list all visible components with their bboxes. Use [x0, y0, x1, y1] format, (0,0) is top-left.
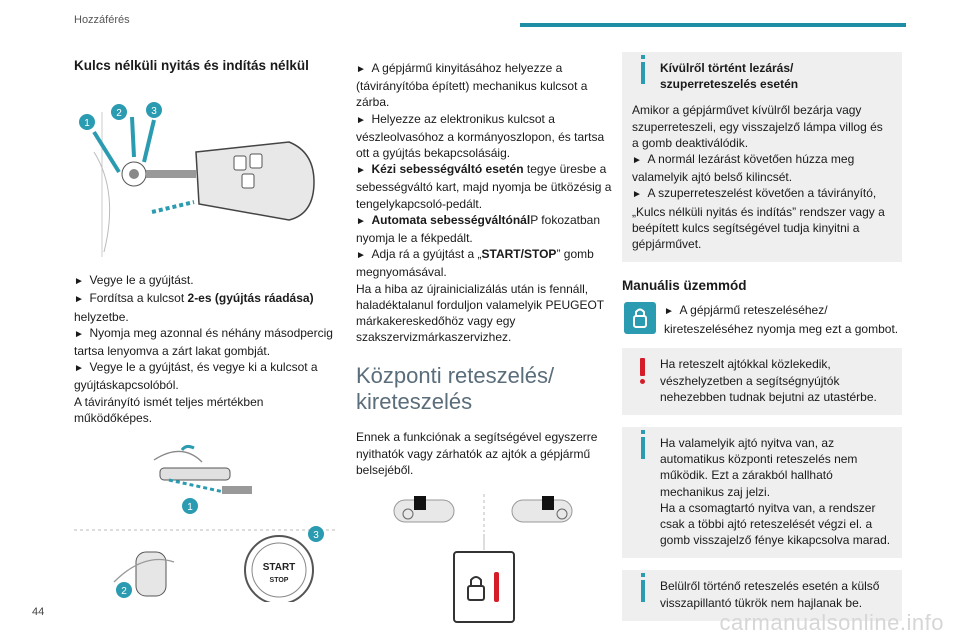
info-icon [636, 437, 650, 459]
step-auto-gearbox [356, 212, 612, 246]
manual-mode-text: ► A gépjármű reteszeléséhez/ kireteszeléséhez nyomja meg ezt a gombot. [622, 302, 902, 336]
info-icon [636, 62, 650, 84]
door-open-text: Ha valamelyik ajtó nyitva van, az automatikus központi reteszelés nem működik. Ezt a zárakból hallható mechanikus zaj jelzi. [660, 436, 858, 499]
step-press-lock: ► Nyomja meg azonnal és néhány másodpercig tartsa lenyomva a zárt lakat gombját. [74, 325, 338, 359]
auto-gearbox-text: P fokozatban nyomja le a fékpedált. [356, 212, 601, 246]
start-stop-label: START/STOP [481, 247, 557, 262]
note1-bullet-1: ► A normál lezárást követően húzza meg valamelyik ajtó belső kilincsét. [632, 151, 892, 185]
watermark: carmanualsonline.info [719, 610, 944, 635]
note1-title: Kívülről történt lezárás/ szuperreteszelés esetén [660, 61, 799, 92]
fig1-label-3: 3 [151, 106, 157, 118]
start-pre: Adja rá a gyújtást a „ [371, 247, 482, 262]
fig1-label-1: 1 [84, 118, 90, 130]
step-manual-gearbox [356, 161, 612, 212]
step-mechanical-key: ► A gépjármű kinyitásához helyezze a (távirányítóba épített) mechanikus kulcsot a zárba. [356, 60, 612, 111]
mirror-text: Belülről történő reteszelés esetén a külső visszapillantó tükrök nem hajlanak be. [660, 579, 880, 610]
closing-text: A távirányító ismét teljes mértékben működőképes. [74, 394, 264, 425]
lock-button-icon [624, 302, 656, 334]
note1-body: Amikor a gépjárművet kívülről bezárja vagy szuperreteszeli, egy visszajelző lámpa villog és a gomb deaktiválódik. [632, 103, 883, 150]
start-stop-icon [74, 442, 338, 602]
boot-open-text: Ha a csomagtartó nyitva van, a rendszer csak a többi ajtó reteszelését végzi el. a gomb visszajelző fénye kikapcsolva marad. [660, 500, 891, 548]
door-open-note [622, 427, 902, 558]
warning-icon [636, 358, 650, 376]
central-lock-illustration [384, 492, 584, 632]
step-turn-key [74, 290, 338, 324]
central-locking-intro: Ennek a funkciónak a segítségével egyszerre nyithatók vagy zárhatók az ajtók a gépjármű belsejéből. [356, 430, 598, 477]
fig2-label-2: 2 [121, 586, 127, 598]
section-title: Hozzáférés [74, 14, 130, 26]
manual-mode-heading: Manuális üzemmód [622, 278, 747, 294]
column-2 [356, 60, 612, 632]
manual-gearbox-label: Kézi sebességváltó esetén [371, 162, 524, 177]
stop-label: STOP [269, 577, 289, 585]
external-lock-note-body [622, 102, 902, 262]
warning-note [622, 348, 902, 415]
fig2-label-3: 3 [313, 530, 319, 542]
page-number: 44 [32, 606, 45, 618]
warning-text: Ha reteszelt ajtókkal közlekedik, vészhelyzetben a segítségnyújtók nehezebben tudnak bejutni az utastérbe. [660, 357, 877, 404]
step-ignition-off: ► Vegye le a gyújtást. [74, 272, 338, 290]
auto-gearbox-label: Automata sebességváltónál [371, 212, 531, 227]
key-fob-icon [74, 92, 338, 262]
step-remove-key: ► Vegye le a gyújtást, és vegye ki a kulcsot a gyújtáskapcsolóból. [74, 359, 338, 393]
note1-bullet-2: ► A szuperreteszelést követően a távirányító, „Kulcs nélküli nyitás és indítás” rendszer vagy a beépített kulcs segítségével tudja kinyitni a gépjárművet. [632, 185, 892, 252]
fig2-label-1: 1 [187, 502, 193, 514]
step-turn-key-bold: 2-es (gyújtás ráadása) [187, 291, 314, 306]
start-post: ” gomb megnyomásával. [356, 247, 594, 280]
manual-mode-block [622, 302, 902, 338]
fail-text: Ha a hiba az újrainicializálás után is fennáll, haladéktalanul forduljon valamelyik PEUGEOT márkakereskedőhöz vagy egy szakszervizmárkaszervizhez. [356, 281, 604, 345]
start-label: START [262, 562, 296, 574]
column-3 [622, 52, 902, 633]
central-locking-heading: Központi reteszelés/ kireteszelés [356, 363, 555, 415]
external-lock-note [622, 52, 902, 102]
header-accent-bar [520, 23, 906, 27]
step-emergency-reader: ► Helyezze az elektronikus kulcsot a vészleolvasóhoz a kormányoszlopon, és tartsa ott a gyújtás bekapcsolásáig. [356, 111, 612, 162]
key-insert-illustration [74, 92, 338, 262]
fig1-label-2: 2 [116, 108, 122, 120]
step-turn-key-text: Fordítsa a kulcsot [89, 291, 188, 306]
info-icon [636, 580, 650, 602]
column-1 [74, 52, 338, 602]
step-turn-key-tail: helyzetbe. [74, 309, 129, 324]
start-stop-illustration [74, 442, 338, 602]
step-start [356, 246, 612, 280]
keyless-heading: Kulcs nélküli nyitás és indítás nélkül [74, 58, 309, 73]
dashboard-lock-icon [384, 492, 584, 632]
manual-gearbox-text: tegye üresbe a sebességváltó kart, majd nyomja be ütközésig a tengelykapcsoló-pedált. [356, 162, 612, 211]
